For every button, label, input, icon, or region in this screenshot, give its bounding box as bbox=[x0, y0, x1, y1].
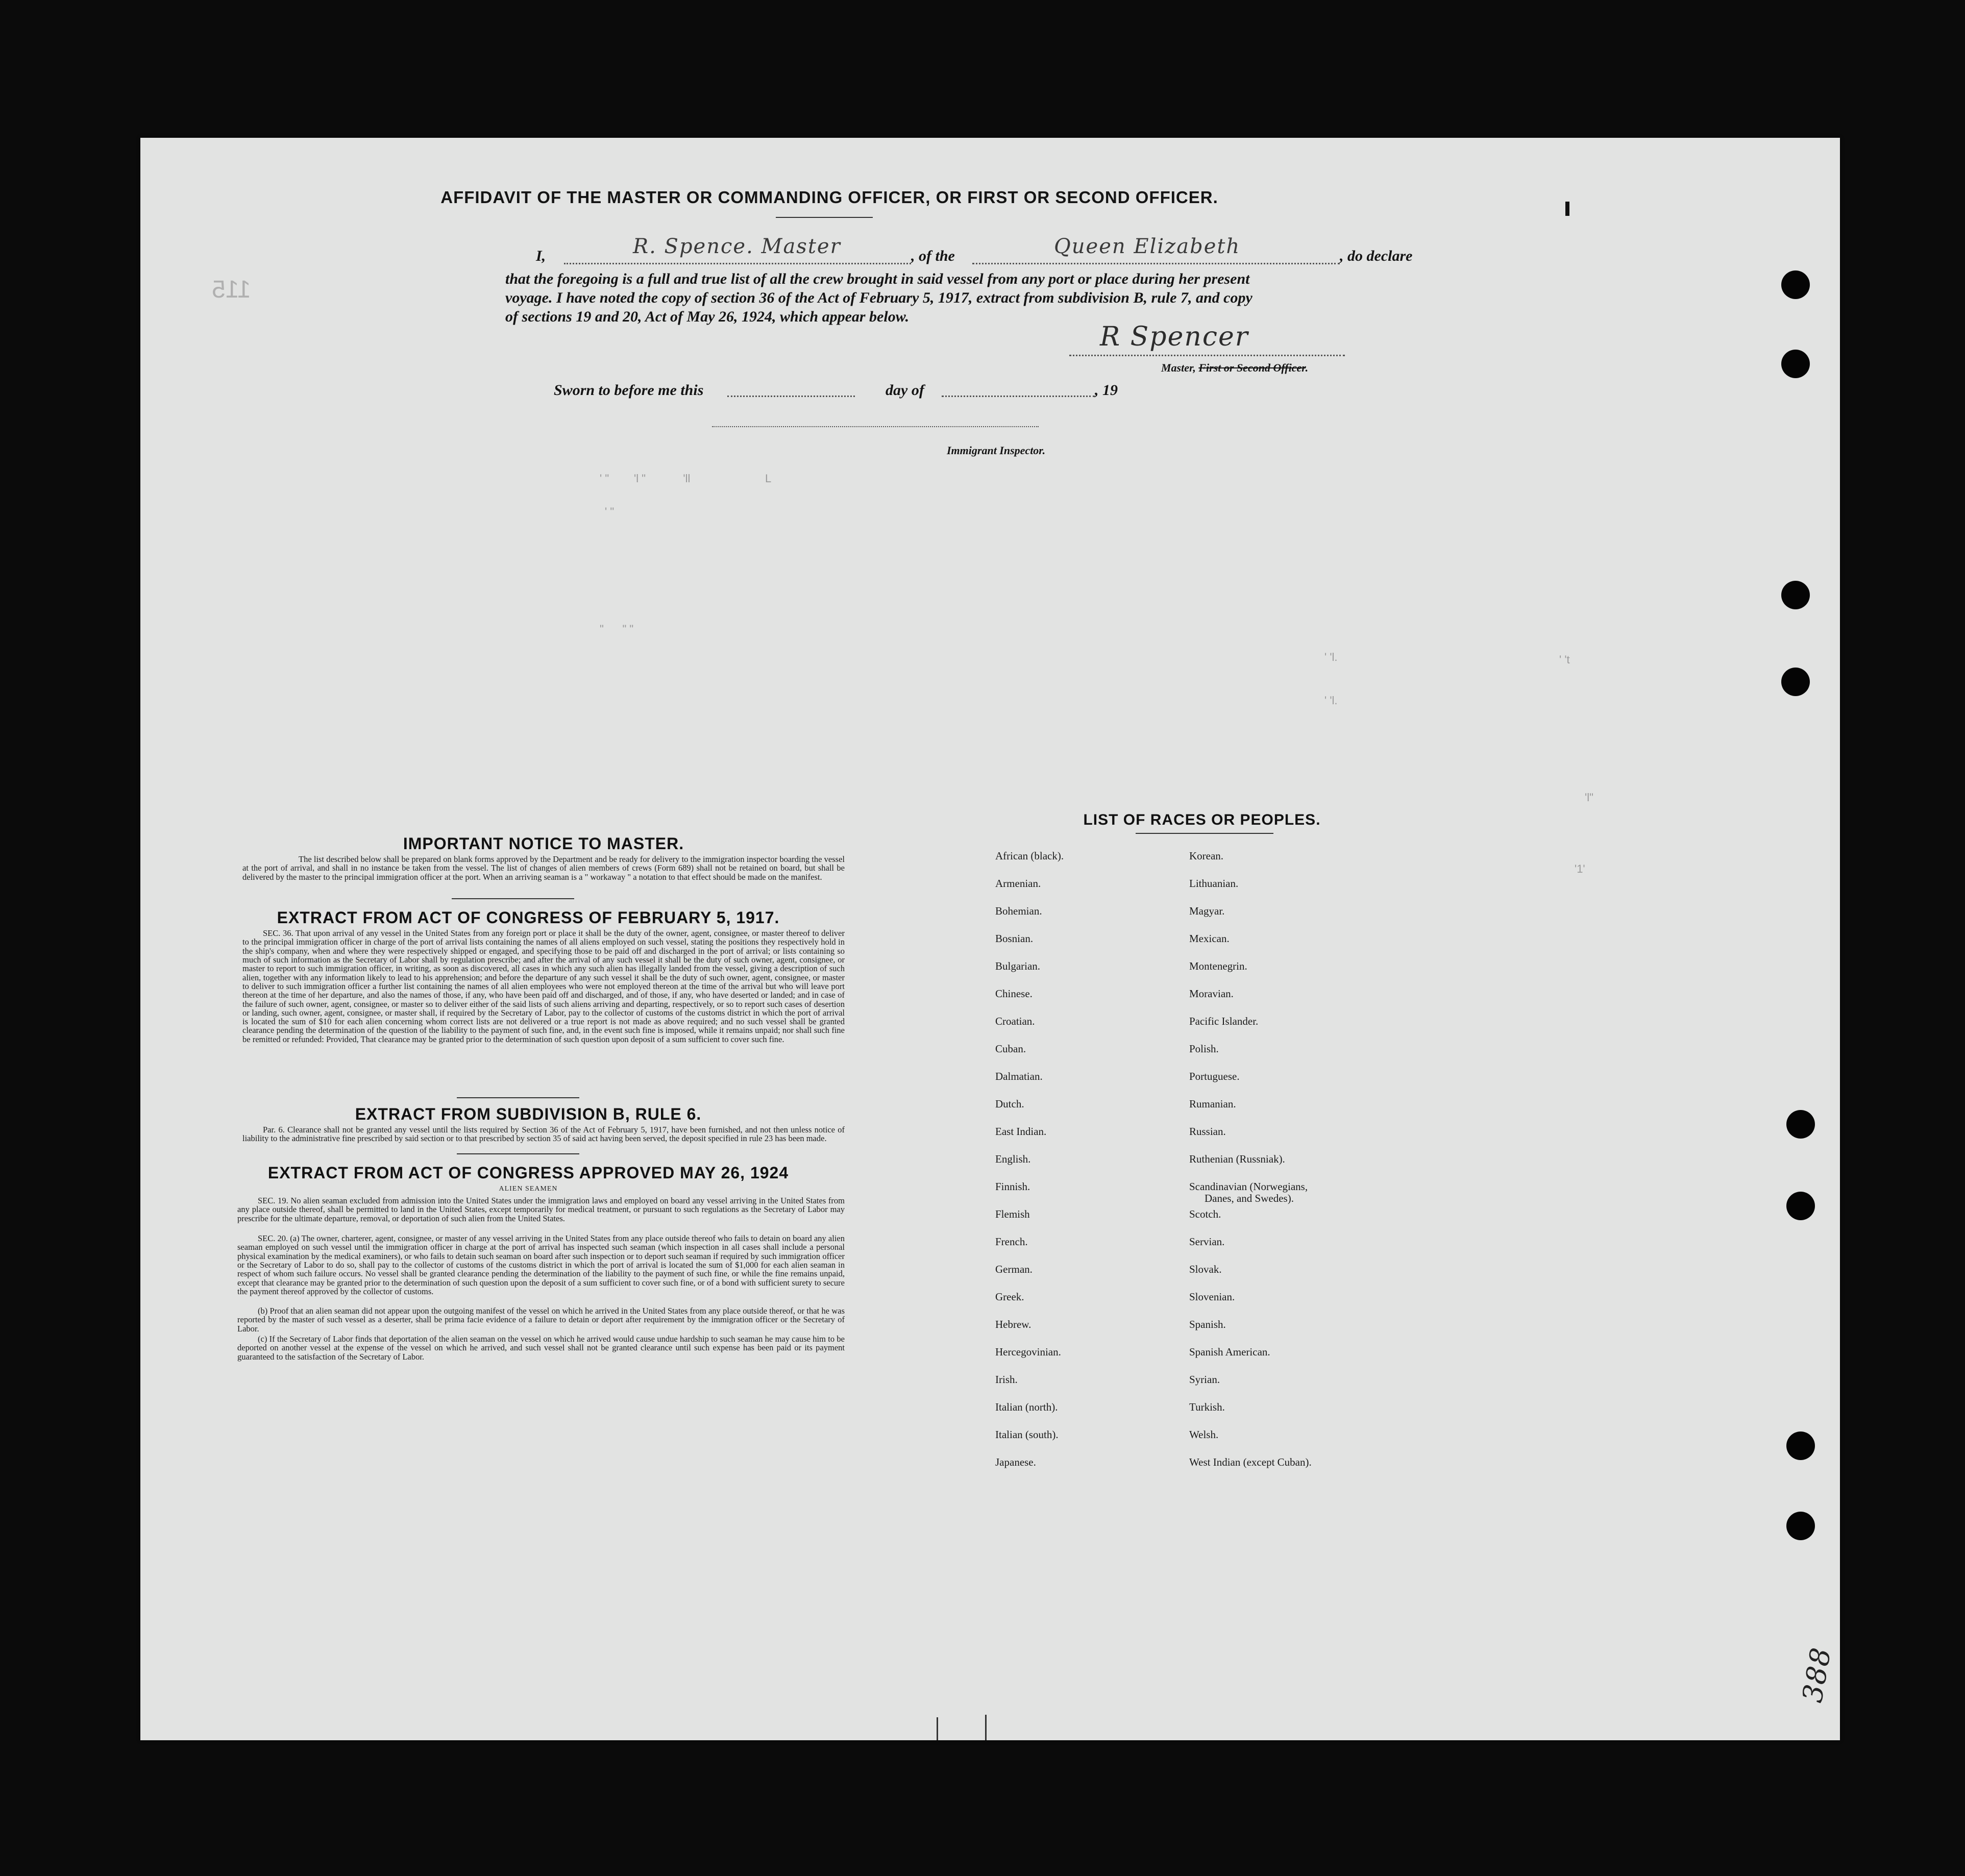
sworn-day-of: day of bbox=[886, 382, 924, 399]
race-item: French. bbox=[995, 1236, 1028, 1248]
subdivision-b-body: Par. 6. Clearance shall not be granted any vessel until the lists required by Section 36 of the Act of February 5, 1917, have been furnished, and not then unless notice of liability to the administrative fine prescribed by said section or to that prescribed by section 35 of said act having been served, the deposit specified in rule 23 has been made. bbox=[242, 1125, 845, 1144]
race-item: Russian. bbox=[1189, 1125, 1226, 1138]
race-item: Japanese. bbox=[995, 1456, 1036, 1468]
race-item: Ruthenian (Russniak). bbox=[1189, 1153, 1285, 1165]
punch-hole bbox=[1781, 581, 1810, 609]
race-item: Rumanian. bbox=[1189, 1098, 1236, 1110]
sworn-year: , 19 bbox=[1095, 382, 1118, 399]
race-item: Spanish American. bbox=[1189, 1346, 1270, 1358]
race-item: Flemish bbox=[995, 1208, 1030, 1220]
race-item: Chinese. bbox=[995, 988, 1033, 1000]
caption-master: Master, bbox=[1161, 361, 1196, 374]
subdivision-b-title: EXTRACT FROM SUBDIVISION B, RULE 6. bbox=[355, 1105, 702, 1123]
punch-hole bbox=[1786, 1512, 1815, 1540]
races-left-column bbox=[995, 850, 1064, 1484]
caption-struck-officer: First or Second Officer bbox=[1198, 361, 1306, 374]
race-item: Servian. bbox=[1189, 1236, 1225, 1248]
extract-1917-rule bbox=[457, 1097, 579, 1098]
ship-name-handwriting: Queen Elizabeth bbox=[1054, 235, 1241, 258]
sworn-month-field bbox=[942, 396, 1095, 397]
bleed-mark: 'l" bbox=[1585, 791, 1593, 804]
extract-1924-subtitle: ALIEN SEAMEN bbox=[499, 1185, 558, 1193]
declaration-line-2: that the foregoing is a full and true list of all the crew brought in said vessel from any port or place during her present bbox=[505, 270, 1250, 287]
extract-1924-title: EXTRACT FROM ACT OF CONGRESS APPROVED MAY 26, 1924 bbox=[267, 1164, 789, 1182]
race-item: Portuguese. bbox=[1189, 1070, 1240, 1082]
notice-rule bbox=[452, 898, 574, 899]
bleed-mark: ' 'l. bbox=[1324, 694, 1338, 707]
race-item: English. bbox=[995, 1153, 1031, 1165]
document-sheet bbox=[140, 138, 1840, 1740]
extract-1924-sec20a: SEC. 20. (a) The owner, charterer, agent, consignee, or master of any vessel arriving in the United States from any place outside thereof who fails to detain on board any alien seaman employed on such vessel until the immigration officer in charge at the port of arrival has inspected such seaman (which inspection in all cases shall include a personal physical examination by the medical examiners), or who fails to detain such seaman on board after such inspection or to deport such seaman if required by such immigration officer or the Secretary of Labor to do so, shall pay to the collector of customs of the customs district in which the port of arrival is located the sum of $1,000 for each alien seaman in respect of whom such failure occurs. No vessel shall be granted clearance pending the determination of the liability to the payment of such fine, or while the fine remains unpaid, except that clearance may be granted prior to the determination of such question upon the deposit of a sum sufficient to cover such fine, or of a bond with sufficient surety to secure the payment thereof approved by the collector of customs. bbox=[237, 1233, 845, 1296]
ink-mark bbox=[937, 1717, 938, 1740]
bleed-mark: '1' bbox=[1575, 862, 1585, 875]
declaration-line-4: of sections 19 and 20, Act of May 26, 1924, which appear below. bbox=[505, 308, 910, 325]
bleed-mark: ' 't bbox=[1559, 653, 1570, 666]
race-item: Moravian. bbox=[1189, 988, 1234, 1000]
race-item: Finnish. bbox=[995, 1180, 1030, 1193]
race-item: Cuban. bbox=[995, 1043, 1026, 1055]
race-item: Lithuanian. bbox=[1189, 877, 1239, 890]
races-right-column bbox=[1189, 850, 1312, 1484]
sworn-day-field bbox=[727, 396, 855, 397]
race-item: Korean. bbox=[1189, 850, 1224, 862]
extract-1917-body: SEC. 36. That upon arrival of any vessel in the United States from any foreign port or place it shall be the duty of the owner, agent, consignee, or master thereof to deliver to the principal immigration officer in charge of the port of arrival lists containing the names of all aliens employed on such vessel, stating the positions they respectively hold in the ship's company, when and where they were respectively shipped or engaged, and specifying those to be paid off and discharged in the port of arrival; or lists containing so much of such information as the Secretary of Labor shall by regulation prescribe; and after the arrival of any such vessel it shall be the duty of such owner, agent, consignee, or master to report to such immigration officer, in writing, as soon as discovered, all cases in which any such alien has illegally landed from the vessel, giving a description of such alien, together with any information likely to lead to his apprehension; and before the departure of any such vessel it shall be the duty of such owner, agent, consignee, or master to deliver to such immigration officer a further list containing the names of all alien employees who were not employed thereon at the time of the arrival but who will leave port thereon at the time of her departure, and also the names of those, if any, who have been paid off and discharged, and of those, if any, who have deserted or landed; and in case of the failure of such owner, agent, consignee, or master so to deliver either of the said lists of such aliens arriving and departing, respectively, or so to report such cases of desertion or landing, such owner, agent, consignee, or master shall, if required by the Secretary of Labor, pay to the collector of customs of the customs district in which the port of arrival is located the sum of $10 for each alien concerning whom correct lists are not delivered or a true report is not made as above required; and no such vessel shall be granted clearance pending the determination of the question of the liability to the payment of such fine, and, in the event such fine is imposed, while it remains unpaid; nor shall such fine be remitted or refunded: Provided, That clearance may be granted prior to the determination of such question upon deposit of a sum sufficient to cover such fine. bbox=[242, 928, 845, 1044]
race-item: Dutch. bbox=[995, 1098, 1024, 1110]
race-item-scandinavian bbox=[1189, 1180, 1312, 1208]
race-item: Hebrew. bbox=[995, 1318, 1031, 1330]
notice-title: IMPORTANT NOTICE TO MASTER. bbox=[403, 834, 684, 853]
race-item: Pacific Islander. bbox=[1189, 1015, 1259, 1027]
page-number: 388 bbox=[1796, 1644, 1838, 1705]
races-title: LIST OF RACES OR PEOPLES. bbox=[1083, 811, 1321, 828]
punch-hole bbox=[1786, 1431, 1815, 1460]
bleed-through-number: 115 bbox=[212, 276, 251, 303]
extract-1924-sec20b: (b) Proof that an alien seaman did not appear upon the outgoing manifest of the vessel on which he arrived in the United States from any place outside thereof, or that he was reported by the master of such vessel as a deserter, shall be prima facie evidence of a failure to detain or deport after requirement by the immigration officer or the Secretary of Labor. bbox=[237, 1306, 845, 1334]
punch-hole bbox=[1786, 1110, 1815, 1139]
race-item: Armenian. bbox=[995, 877, 1041, 890]
race-item: Spanish. bbox=[1189, 1318, 1226, 1330]
race-item: Italian (south). bbox=[995, 1428, 1059, 1441]
race-item: Bulgarian. bbox=[995, 960, 1041, 972]
race-item: West Indian (except Cuban). bbox=[1189, 1456, 1312, 1468]
race-item: Bosnian. bbox=[995, 932, 1034, 945]
race-item: Polish. bbox=[1189, 1043, 1219, 1055]
race-item: Irish. bbox=[995, 1373, 1018, 1386]
race-item: Syrian. bbox=[1189, 1373, 1220, 1386]
sworn-prefix: Sworn to before me this bbox=[554, 382, 704, 399]
race-item: Italian (north). bbox=[995, 1401, 1058, 1413]
ship-name-field bbox=[972, 263, 1340, 264]
punch-hole bbox=[1781, 350, 1810, 378]
bleed-mark: ' " 'l " 'll L bbox=[600, 472, 772, 485]
race-item: Dalmatian. bbox=[995, 1070, 1043, 1082]
race-item: Greek. bbox=[995, 1291, 1024, 1303]
extract-1924-sec20c: (c) If the Secretary of Labor finds that deportation of the alien seaman on the vessel on which he arrived would cause undue hardship to such seaman he may cause him to be deported on another vessel at the expense of the vessel on which he arrived, and such vessel shall not be granted clearance until such expense has been paid or its payment guaranteed to the satisfaction of the Secretary of Labor. bbox=[237, 1334, 845, 1362]
notice-body: The list described below shall be prepared on blank forms approved by the Department and be ready for delivery to the immigration inspector boarding the vessel at the port of arrival, and shall in no instance be taken from the vessel. The list of changes of alien members of crews (Form 689) shall not be retained on board, but shall be delivered by the master to the principal immigration officer at the port. When an arriving seaman is a " workaway " a notation to that effect should be made on the manifest. bbox=[242, 854, 845, 882]
affidavit-title: AFFIDAVIT OF THE MASTER OR COMMANDING OFFICER, OR FIRST OR SECOND OFFICER. bbox=[440, 188, 1218, 207]
race-item: Slovenian. bbox=[1189, 1291, 1235, 1303]
master-signature: R Spencer bbox=[1100, 322, 1249, 352]
race-item: Mexican. bbox=[1189, 932, 1230, 945]
race-item: Hercegovinian. bbox=[995, 1346, 1061, 1358]
master-name-field bbox=[564, 263, 911, 264]
extract-1924-sec19: SEC. 19. No alien seaman excluded from admission into the United States under the immigration laws and employed on board any vessel arriving in the United States from any place outside thereof, shall be permitted to land in the United States, except temporarily for medical treatment, or pursuant to such regulations as the Secretary of Labor may prescribe for the ultimate departure, removal, or deportation of such alien from the United States. bbox=[237, 1196, 845, 1223]
race-item: Turkish. bbox=[1189, 1401, 1225, 1413]
races-rule bbox=[1136, 833, 1273, 834]
master-name-handwriting: R. Spence. Master bbox=[633, 235, 841, 258]
race-item: African (black). bbox=[995, 850, 1064, 862]
bleed-mark: ' " bbox=[605, 505, 615, 518]
race-item: Bohemian. bbox=[995, 905, 1042, 917]
ink-mark bbox=[1565, 202, 1569, 216]
race-item: Croatian. bbox=[995, 1015, 1035, 1027]
declaration-suffix: , do declare bbox=[1340, 248, 1413, 264]
inspector-line bbox=[712, 426, 1039, 427]
punch-hole bbox=[1781, 668, 1810, 696]
bleed-mark: ' 'l. bbox=[1324, 651, 1338, 663]
race-item: German. bbox=[995, 1263, 1033, 1275]
signature-caption bbox=[1161, 361, 1308, 375]
race-item: Welsh. bbox=[1189, 1428, 1219, 1441]
race-item: Slovak. bbox=[1189, 1263, 1222, 1275]
ink-mark bbox=[985, 1715, 987, 1740]
punch-hole bbox=[1786, 1192, 1815, 1220]
caption-end: . bbox=[1305, 361, 1309, 374]
declaration-of-the: , of the bbox=[911, 248, 955, 264]
title-rule bbox=[776, 217, 873, 218]
declaration-prefix: I, bbox=[536, 248, 546, 264]
subdivision-b-rule bbox=[457, 1153, 579, 1154]
race-item: East Indian. bbox=[995, 1125, 1047, 1138]
inspector-caption: Immigrant Inspector. bbox=[947, 444, 1046, 457]
race-item: Magyar. bbox=[1189, 905, 1225, 917]
bleed-mark: " " " bbox=[600, 623, 634, 635]
signature-line bbox=[1069, 355, 1345, 356]
race-item-continuation: Danes, and Swedes). bbox=[1205, 1192, 1294, 1204]
race-item: Montenegrin. bbox=[1189, 960, 1247, 972]
punch-hole bbox=[1781, 270, 1810, 299]
race-item: Scotch. bbox=[1189, 1208, 1221, 1220]
declaration-line-3: voyage. I have noted the copy of section 36 of the Act of February 5, 1917, extract from subdivision B, rule 7, and copy bbox=[505, 289, 1252, 306]
extract-1917-title: EXTRACT FROM ACT OF CONGRESS OF FEBRUARY 5, 1917. bbox=[277, 908, 780, 927]
race-item: Scandinavian (Norwegians, bbox=[1189, 1180, 1308, 1193]
